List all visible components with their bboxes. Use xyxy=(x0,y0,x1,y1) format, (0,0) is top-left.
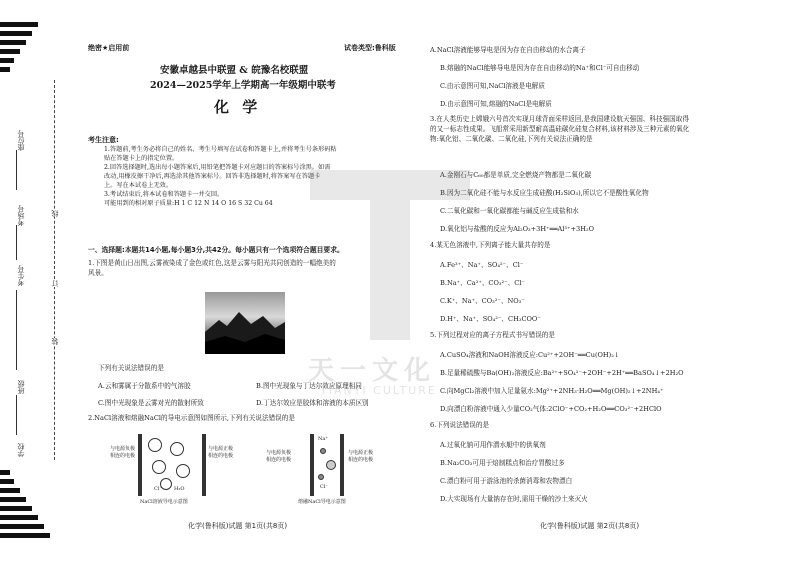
q1-option-b[interactable]: B.图中光现象与丁达尔效应原理相同 xyxy=(256,382,362,390)
q2-option-b[interactable]: B.熔融的NaCl能够导电是因为存在自由移动的Na⁺和Cl⁻可自由移动 xyxy=(440,64,640,72)
stripe xyxy=(0,22,38,27)
q1-option-d[interactable]: D.丁达尔效应是胶体和溶液的本质区别 xyxy=(256,399,369,407)
label-line: 相连的电极 xyxy=(348,456,374,463)
q2-option-a[interactable]: A.NaCl溶液能够导电是因为存在自由移动的水合离子 xyxy=(430,46,586,54)
stripe xyxy=(0,488,20,493)
paper-type-tag: 试卷类型:鲁科版 xyxy=(344,44,396,52)
q5-option-a[interactable]: A.CuSO₄溶液和NaOH溶液反应:Cu²⁺+2OH⁻══Cu(OH)₂↓ xyxy=(440,351,620,359)
q6-option-b[interactable]: B.Na₂CO₃可用于焙制糕点和治疗胃酸过多 xyxy=(440,459,565,467)
stripe xyxy=(0,506,32,511)
fill-line xyxy=(16,395,17,435)
stripe xyxy=(0,49,20,54)
q2-option-c[interactable]: C.由示意图可知,NaCl溶液是电解质 xyxy=(440,82,545,90)
stripe xyxy=(0,497,26,502)
stripe xyxy=(0,58,14,63)
fill-line xyxy=(16,290,17,370)
q6-option-a[interactable]: A.过氧化钠可用作潜水艇中的供氧剂 xyxy=(440,441,546,449)
hydrated-ion xyxy=(152,460,166,474)
stripe xyxy=(0,67,10,72)
note-line: 1.答题前,考生务必将自己的姓名、考生号填写在试卷和答题卡上,并将考生号条形码粘 xyxy=(104,146,337,153)
ion-label: Na⁺ xyxy=(318,436,328,442)
label-line: 与电源负极 xyxy=(266,450,292,456)
electrode-label xyxy=(266,450,291,463)
exam-room-label: 考场号 xyxy=(17,205,25,226)
notes-title: 考生注意: xyxy=(88,136,119,144)
q1-stem-line: 风景。 xyxy=(88,268,108,277)
q6-option-d[interactable]: D.大实现场有大量钠存在时,需用干燥的沙土来灭火 xyxy=(440,495,588,503)
sodium-ion xyxy=(318,474,324,480)
electrode-label xyxy=(348,450,373,463)
electrode-positive xyxy=(340,434,344,496)
huangshan-sunrise-photo xyxy=(205,292,285,354)
stripe xyxy=(0,524,44,529)
q2-option-d[interactable]: D.由示意图可知,熔融的NaCl是电解质 xyxy=(440,100,552,108)
mountain-silhouette xyxy=(205,292,285,354)
fill-line xyxy=(16,225,17,260)
student-number-label: 考生号 xyxy=(17,265,25,286)
section-heading: 一、选择题:本题共14小题,每小题3分,共42分。每小题只有一个选项符合题目要求。 xyxy=(88,246,344,254)
q4-option-d[interactable]: D.H⁺、Na⁺、SO₄²⁻、CH₃COO⁻ xyxy=(440,315,541,323)
cut-mark: 装 xyxy=(51,338,59,345)
label-line: 相连的电极 xyxy=(208,452,234,459)
subject-title: 化 学 xyxy=(214,98,262,116)
ion-label: H₂O xyxy=(174,486,185,492)
q6-option-c[interactable]: C.漂白粉可用于游泳池的杀菌消毒和农物漂白 xyxy=(440,477,573,485)
note-line: 可能用到的相对原子质量:H 1 C 12 N 14 O 16 S 32 Cu 64 xyxy=(104,199,273,207)
q4-stem: 4.某无色溶液中,下列离子能大量共存的是 xyxy=(430,241,551,249)
org-title: 安徽卓越县中联盟 & 皖豫名校联盟 xyxy=(160,65,309,76)
q1-option-a[interactable]: A.云和雾属于分散系中的气溶胶 xyxy=(98,382,191,390)
chloride-ion xyxy=(326,460,336,470)
sodium-ion xyxy=(320,448,326,454)
footer-page-1: 化学(鲁科版)试题 第1页(共8页) xyxy=(188,522,288,530)
q3-option-d[interactable]: D.氧化铝与盐酸的反应为Al₂O₃+3H⁺══Al³⁺+3H₂O xyxy=(440,225,595,233)
watermark-text-en: TIANYI CULTURE xyxy=(320,384,437,397)
q3-option-b[interactable]: B.因为二氧化硅不能与水反应生成硅酸(H₂SiO₃),所以它不是酸性氧化物 xyxy=(440,189,649,197)
electrode-positive xyxy=(202,434,206,496)
seat-number-label: 座位号 xyxy=(17,130,25,151)
ion-label: Cl⁻ xyxy=(320,484,329,490)
electrode-label xyxy=(208,446,233,459)
note-line: 上。写在本试卷上无效。 xyxy=(104,181,173,189)
q1-stem-line: 1.下图是黄山日出图,云雾被染成了金色或红色,这是云雾与阳光共同创造的一幅绝美的 xyxy=(88,259,336,267)
molten-nacl-diagram xyxy=(258,432,388,504)
q3-stem xyxy=(430,115,775,145)
hydrated-ion xyxy=(148,438,162,452)
q3-stem-line: 的又一标志性成果。飞船常采用新型耐高温硅碳化硅复合材料,该材料涉及三种元素的氧化 xyxy=(430,124,690,133)
stripe xyxy=(0,40,26,45)
q1-option-c[interactable]: C.图中光现象是云雾对光的散射所致 xyxy=(98,399,204,407)
label-line: 与电源正极 xyxy=(348,450,374,456)
q3-option-c[interactable]: C.二氧化碳和一氧化碳都能与碱反应生成盐和水 xyxy=(440,207,579,215)
stripe xyxy=(0,470,10,475)
watermark-shape xyxy=(300,150,480,350)
hydrated-ion xyxy=(170,442,184,456)
note-line: 3.考试结束后,将本试卷和答题卡一并交回。 xyxy=(104,190,224,198)
q4-option-b[interactable]: B.Na⁺、Ca²⁺、CO₃²⁻、Cl⁻ xyxy=(440,279,525,287)
stripe xyxy=(0,533,50,538)
q4-option-c[interactable]: C.K⁺、Na⁺、CO₃²⁻、NO₃⁻ xyxy=(440,297,525,305)
watermark-logo xyxy=(300,150,480,400)
q5-option-b[interactable]: B.足量稀硫酸与Ba(OH)₂溶液反应:Ba²⁺+SO₄²⁻+2OH⁻+2H⁺══BaSO₄↓+2H₂O xyxy=(440,369,684,377)
stripe xyxy=(0,515,38,520)
electrode-negative xyxy=(138,434,142,496)
binding-strip xyxy=(0,0,60,561)
note-line: 2.回答选择题时,选出每小题答案后,用铅笔把答题卡对应题目的答案标号涂黑。如需 xyxy=(104,163,331,171)
diagram-caption: 熔融NaCl导电示意图 xyxy=(298,499,346,505)
watermark-text-cn: 天一文化 xyxy=(308,356,437,386)
label-line: 相连的电极 xyxy=(266,456,292,463)
footer-page-2: 化学(鲁科版)试题 第2页(共8页) xyxy=(540,522,640,530)
ion-label: Cl⁻ xyxy=(154,486,163,492)
cut-line xyxy=(54,80,55,460)
note-line: 贴在答题卡上的指定位置。 xyxy=(104,154,179,162)
class-label: 班级 xyxy=(17,380,25,394)
stripe xyxy=(0,31,32,36)
label-line: 与电源负极 xyxy=(110,446,136,452)
cut-mark: 订 xyxy=(51,280,59,287)
school-label: 学校 xyxy=(17,443,25,457)
label-line: 与电源正极 xyxy=(208,446,234,452)
q5-option-d[interactable]: D.向漂白粉溶液中通入少量CO₂气体:2ClO⁻+CO₂+H₂O══CO₃²⁻+2HClO xyxy=(440,405,662,413)
q5-stem: 5.下列过程对应的离子方程式书写错误的是 xyxy=(430,331,555,339)
q3-stem-line: 物:氧化铝、二氧化碳、二氧化硅,下列有关说法正确的是 xyxy=(430,134,593,143)
q2-stem: 2.NaCl溶液和熔融NaCl的导电示意图如图所示,下列有关说法错误的是 xyxy=(88,414,295,422)
cut-mark: 线 xyxy=(51,210,59,217)
hydrated-ion xyxy=(176,464,190,478)
q5-option-c[interactable]: C.向MgCl₂溶液中加入足量氨水:Mg²⁺+2NH₃·H₂O══Mg(OH)₂↓+2NH₄⁺ xyxy=(440,387,664,395)
exam-title: 2024—2025学年上学期高一年级期中联考 xyxy=(150,80,336,91)
q3-stem-line: 3.在人类历史上嫦娥六号首次实现月球背面采样返回,是我国建设航天强国、科技强国取得 xyxy=(430,115,689,123)
electrode-negative xyxy=(310,434,314,496)
q1-ask: 下列有关说法错误的是 xyxy=(98,364,164,372)
stripe xyxy=(0,479,14,484)
label-line: 相连的电极 xyxy=(110,452,136,459)
fill-line xyxy=(16,150,17,190)
nacl-solution-diagram xyxy=(110,432,235,504)
electrode-label xyxy=(110,446,135,459)
q3-option-a[interactable]: A.金刚石与C₆₀都是单质,完全燃烧产物都是二氧化碳 xyxy=(440,171,592,179)
q6-stem: 6.下列说法错误的是 xyxy=(430,421,490,429)
q4-option-a[interactable]: A.Fe³⁺、Na⁺、SO₄²⁻、Cl⁻ xyxy=(440,261,524,269)
note-line: 改动,用橡皮擦干净后,再选涂其他答案标号。回答非选择题时,将答案写在答题卡 xyxy=(104,172,321,180)
diagram-caption: NaCl溶液导电示意图 xyxy=(140,499,188,505)
confidential-tag: 绝密★启用前 xyxy=(88,44,130,52)
